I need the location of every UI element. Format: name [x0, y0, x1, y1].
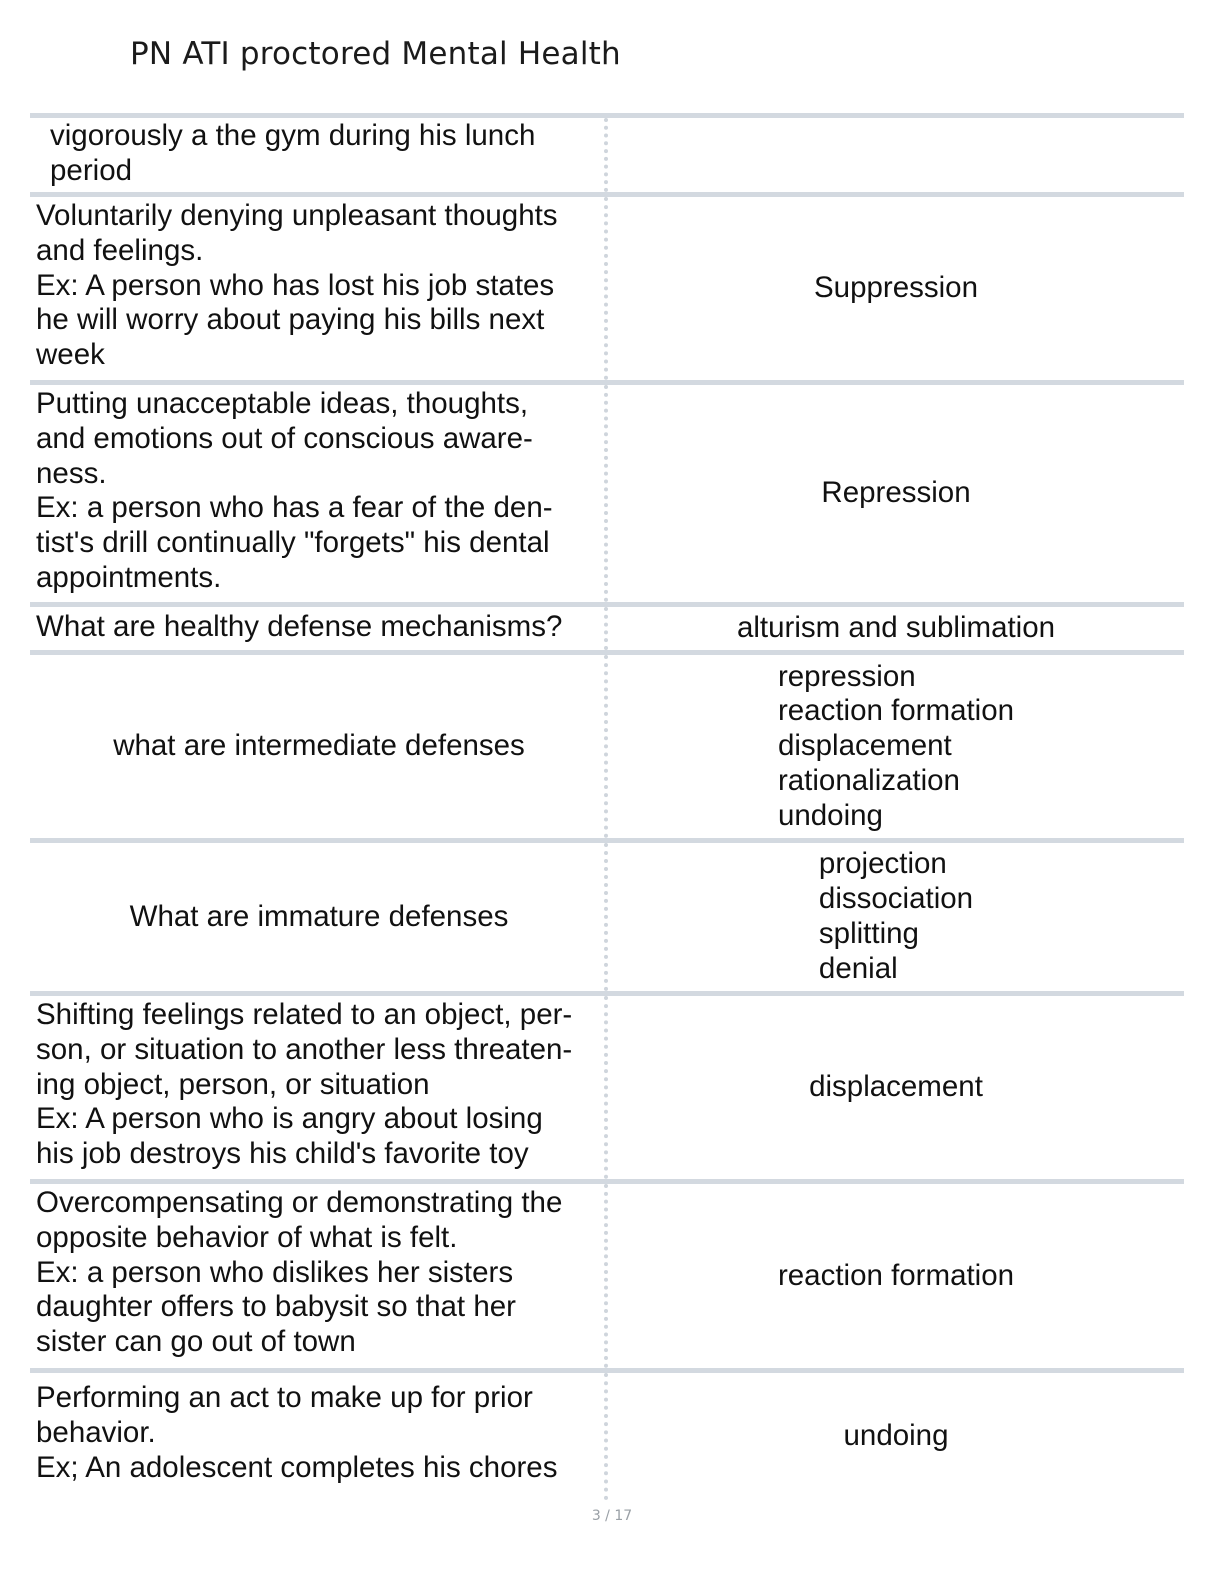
flashcard-table — [30, 113, 1184, 1500]
table-row — [30, 838, 1184, 991]
term-cell: What are immature defenses — [129, 899, 509, 933]
term-cell: Shifting feelings related to an object, per- son, or situation to another less threaten- ing object, person, or situation Ex: A person who is angry about losing his job destroys his child's favorite toy — [36, 998, 573, 1171]
definition-cell: reaction formation — [777, 1258, 1015, 1292]
definition-cell — [608, 118, 1184, 192]
term-cell: Voluntarily denying unpleasant thoughts and feelings. Ex: A person who has lost his job states he will worry about paying his bills next week — [36, 199, 558, 372]
definition-cell — [608, 655, 1184, 838]
term-cell: What are healthy defense mechanisms? — [36, 610, 563, 643]
definition-list: projection dissociation splitting denial — [818, 847, 974, 985]
term-cell: Overcompensating or demonstrating the opposite behavior of what is felt. Ex: a person who dislikes her sisters daughter offers to babysit so that her sister can go out of town — [36, 1186, 563, 1359]
table-row — [30, 192, 1184, 380]
term-cell: what are intermediate defenses — [113, 729, 525, 763]
page-title: PN ATI proctored Mental Health — [130, 36, 621, 72]
term-cell: Performing an act to make up for prior behavior. Ex; An adolescent completes his chores — [36, 1381, 558, 1484]
page-indicator: 3 / 17 — [591, 1508, 633, 1524]
table-row — [30, 602, 1184, 650]
term-cell: vigorously a the gym during his lunch period — [50, 119, 536, 187]
definition-cell — [608, 843, 1184, 991]
definition-cell: Suppression — [814, 271, 978, 305]
definition-cell: undoing — [843, 1419, 949, 1453]
table-row — [30, 113, 1184, 192]
definition-list: repression reaction formation displacement rationalization undoing — [777, 659, 1015, 832]
definition-cell: Repression — [821, 476, 971, 510]
table-row — [30, 1368, 1184, 1500]
table-row — [30, 991, 1184, 1179]
term-cell: Putting unacceptable ideas, thoughts, and emotions out of conscious aware- ness. Ex: a person who has a fear of the den- tist's drill continually "forgets" his dental appointments. — [36, 387, 553, 594]
table-row — [30, 650, 1184, 838]
definition-cell: displacement — [809, 1070, 983, 1104]
table-row — [30, 1179, 1184, 1368]
definition-cell: alturism and sublimation — [736, 611, 1056, 645]
table-row — [30, 380, 1184, 602]
